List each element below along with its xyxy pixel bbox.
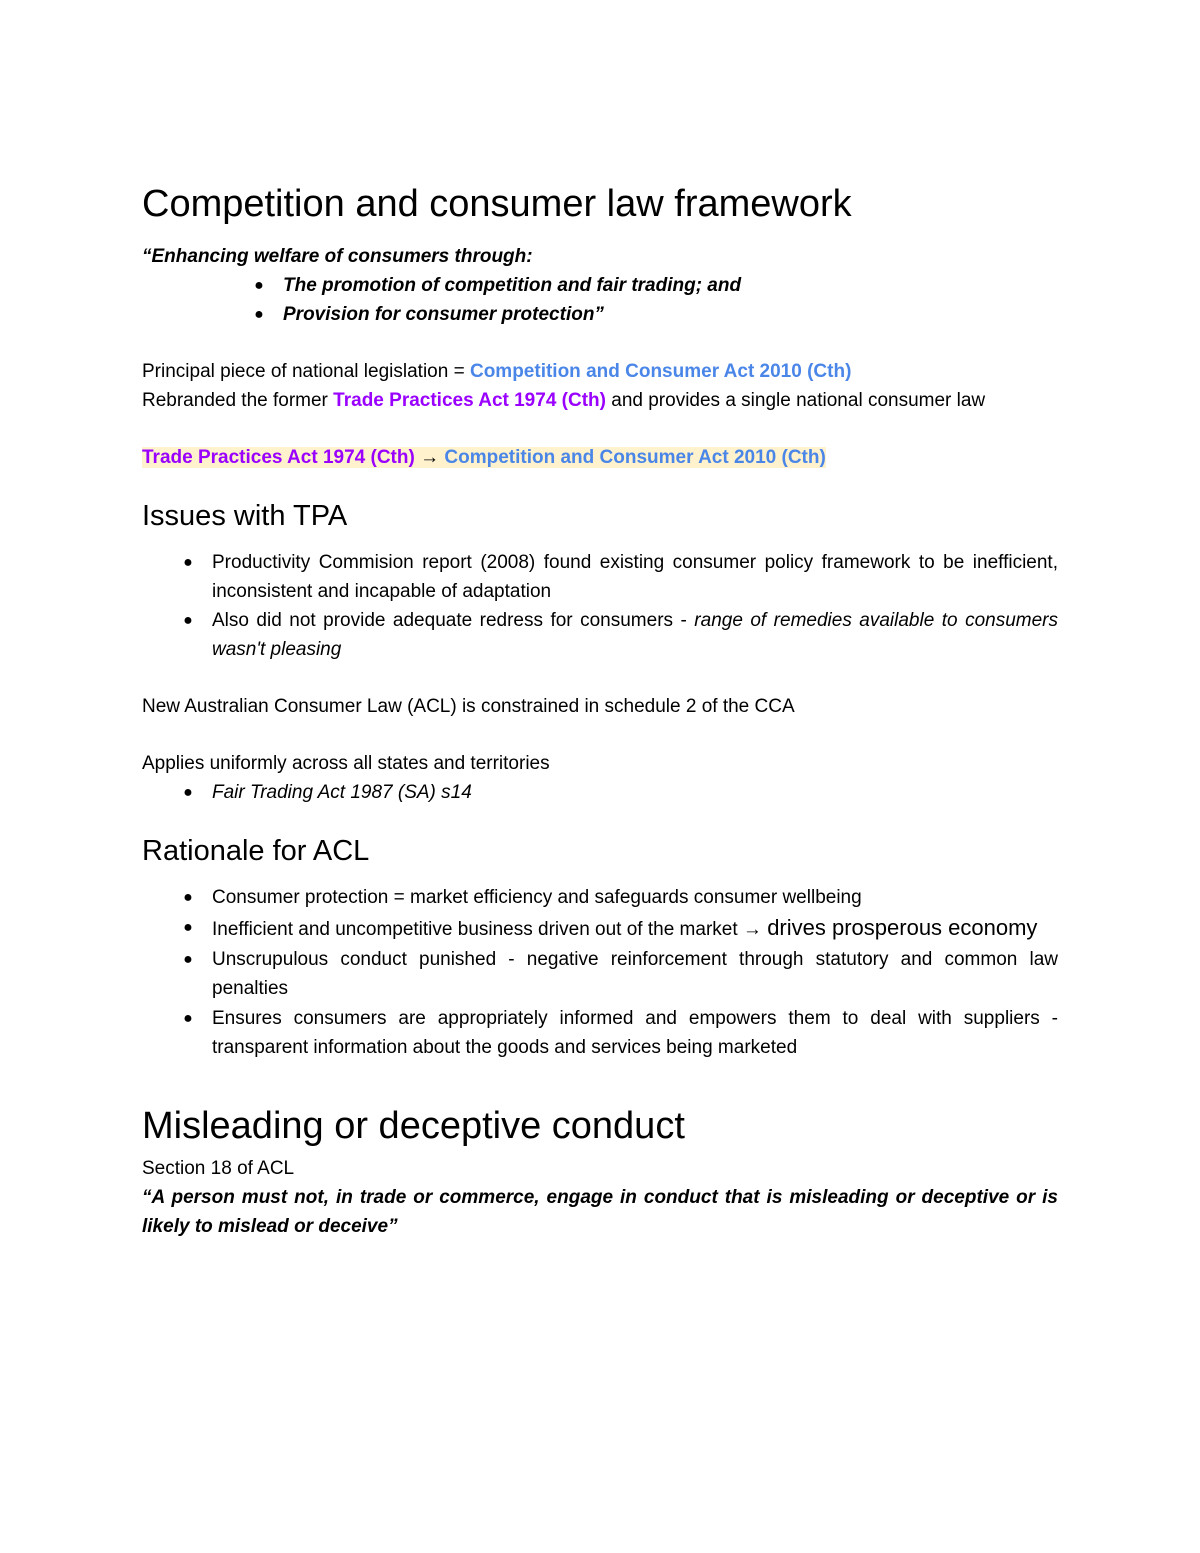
heading-misleading-conduct: Misleading or deceptive conduct <box>142 1105 685 1147</box>
heading-competition-framework: Competition and consumer law framework <box>142 183 852 225</box>
bullet-icon: ● <box>183 784 193 801</box>
list-item: ● Consumer protection = market efficiency and safeguards consumer wellbeing <box>212 883 1058 912</box>
bullet-icon: ● <box>183 889 193 906</box>
cca-name: Competition and Consumer Act 2010 (Cth) <box>469 361 852 382</box>
arrow-icon: → <box>414 447 445 468</box>
list-item: ● Productivity Commision report (2008) found existing consumer policy framework to be inefficient, inconsistent and incapable of adaptation <box>212 548 1058 606</box>
list-item: ● Provision for consumer protection” <box>283 300 1058 329</box>
principal-legislation: Principal piece of national legislation = Competition and Consumer Act 2010 (Cth) <box>142 361 852 382</box>
acl-note: New Australian Consumer Law (ACL) is constrained in schedule 2 of the CCA <box>142 696 795 717</box>
list-item: ● Unscrupulous conduct punished - negative reinforcement through statutory and common law penalties <box>212 945 1058 1003</box>
applies-list <box>142 778 1058 807</box>
bullet-icon: ● <box>254 306 264 323</box>
rebrand-text: Rebranded the former Trade Practices Act 1974 (Cth) and provides a single national consumer law <box>142 390 986 411</box>
transition-from: Trade Practices Act 1974 (Cth) <box>142 447 415 468</box>
bullet-icon: ● <box>183 554 193 571</box>
list-item: ● Fair Trading Act 1987 (SA) s14 <box>212 778 1058 807</box>
heading-issues-tpa: Issues with TPA <box>142 500 348 532</box>
list-item: ● The promotion of competition and fair trading; and <box>283 271 1058 300</box>
document-page <box>142 180 1058 1241</box>
transition-line <box>142 443 1058 472</box>
quote-intro: “Enhancing welfare of consumers through: <box>142 246 533 267</box>
heading-rationale-acl: Rationale for ACL <box>142 835 370 867</box>
list-item: ● Ensures consumers are appropriately informed and empowers them to deal with suppliers - transparent information about the goods and services being marketed <box>212 1004 1058 1062</box>
bullet-icon: ● <box>183 919 193 936</box>
rationale-list <box>142 883 1058 1062</box>
section-18-quote: “A person must not, in trade or commerce, engage in conduct that is misleading or deceptive or is likely to mislead or deceive” <box>142 1187 1058 1237</box>
quote-list <box>142 271 1058 329</box>
transition-to: Competition and Consumer Act 2010 (Cth) <box>444 447 826 468</box>
bullet-icon: ● <box>183 1010 193 1027</box>
list-item: ● Also did not provide adequate redress for consumers - range of remedies available to consumers wasn't pleasing <box>212 606 1058 664</box>
list-item: ● Inefficient and uncompetitive business driven out of the market → drives prosperous economy <box>212 913 1058 944</box>
bullet-icon: ● <box>183 612 193 629</box>
tpa-name: Trade Practices Act 1974 (Cth) <box>333 390 606 411</box>
bullet-icon: ● <box>183 951 193 968</box>
applies-text: Applies uniformly across all states and territories <box>142 753 550 774</box>
section-ref: Section 18 of ACL <box>142 1158 295 1179</box>
issues-list <box>142 548 1058 664</box>
bullet-icon: ● <box>254 277 264 294</box>
